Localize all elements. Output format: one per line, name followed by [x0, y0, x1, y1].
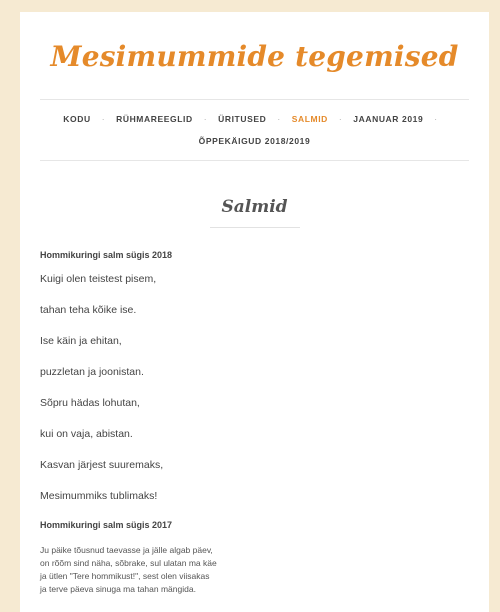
page-title: Salmid: [210, 197, 300, 228]
poem-line: Mesimummiks tublimaks!: [40, 490, 158, 502]
site-title[interactable]: Mesimummide tegemised: [50, 40, 459, 73]
section-heading-2017: Hommikuringi salm sügis 2017: [40, 520, 173, 530]
nav-separator: ·: [434, 114, 438, 124]
poem-line: on rõõm sind näha, sõbrake, sul ulatan ma käe: [40, 558, 217, 568]
nav-item-ruhmareeglid[interactable]: RÜHMAREEGLID: [116, 114, 193, 124]
poem-line: Ise käin ja ehitan,: [40, 335, 122, 347]
nav-item-uritused[interactable]: ÜRITUSED: [218, 114, 267, 124]
nav-separator: ·: [277, 114, 281, 124]
poem-line: Kasvan järjest suuremaks,: [40, 459, 164, 471]
poem-line: puzzletan ja joonistan.: [40, 366, 144, 378]
poem-line: tahan teha kõike ise.: [40, 304, 137, 316]
poem-block-2017: [40, 544, 469, 596]
nav-item-kodu[interactable]: KODU: [63, 114, 91, 124]
main-navigation: [40, 99, 469, 161]
nav-item-salmid[interactable]: SALMID: [291, 114, 328, 124]
poem-line: ja terve päeva sinuga ma tahan mängida.: [40, 584, 196, 594]
nav-separator: ·: [203, 114, 208, 124]
nav-row-2: [40, 130, 469, 152]
section-heading-2018: Hommikuringi salm sügis 2018: [40, 250, 173, 260]
poem-line: Sõpru hädas lohutan,: [40, 397, 140, 409]
nav-item-jaanuar-2019[interactable]: JAANUAR 2019: [353, 114, 424, 124]
nav-separator: ·: [101, 114, 106, 124]
nav-separator: ·: [338, 114, 343, 124]
page-container: [20, 12, 489, 612]
poem-line: Kuigi olen teistest pisem,: [40, 273, 157, 285]
poem-line: ja ütlen "Tere hommikust!", sest olen viisakas: [40, 571, 210, 581]
poem-line: kui on vaja, abistan.: [40, 428, 133, 440]
poem-line: Ju päike tõusnud taevasse ja jälle algab päev,: [40, 545, 213, 555]
nav-item-oppekaigud[interactable]: ÕPPEKÄIGUD 2018/2019: [198, 136, 311, 146]
nav-row-1: [40, 108, 469, 130]
entry-content: [20, 228, 489, 596]
